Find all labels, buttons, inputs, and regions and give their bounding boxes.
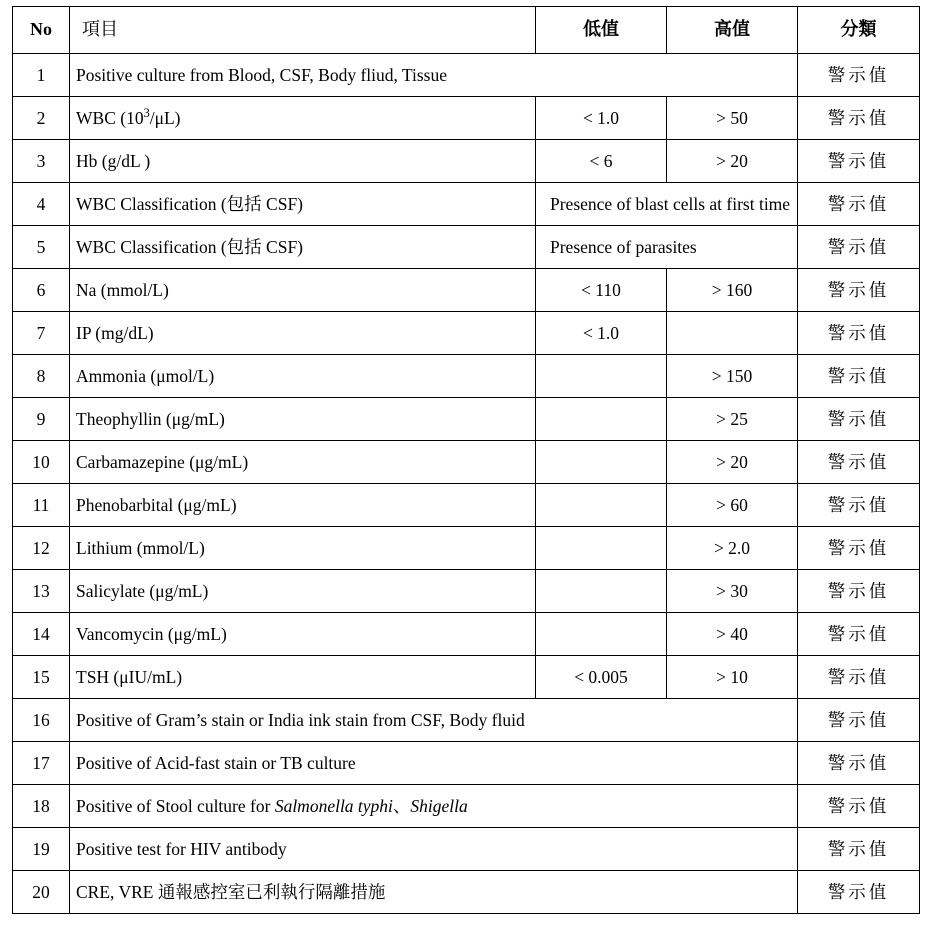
cell-low-value: < 1.0 xyxy=(536,97,667,140)
cell-no: 4 xyxy=(13,183,70,226)
table-row xyxy=(13,613,920,656)
cell-classification: 警示值 xyxy=(798,785,920,828)
cell-no: 3 xyxy=(13,140,70,183)
cell-classification: 警示值 xyxy=(798,656,920,699)
cell-classification: 警示值 xyxy=(798,699,920,742)
cell-item: Vancomycin (μg/mL) xyxy=(70,613,536,656)
cell-no: 6 xyxy=(13,269,70,312)
cell-item: Positive of Acid-fast stain or TB culture xyxy=(70,742,798,785)
cell-classification: 警示值 xyxy=(798,226,920,269)
cell-no: 13 xyxy=(13,570,70,613)
cell-no: 14 xyxy=(13,613,70,656)
table-row xyxy=(13,527,920,570)
table-row xyxy=(13,183,920,226)
cell-high-value: > 10 xyxy=(667,656,798,699)
cell-low-value xyxy=(536,355,667,398)
table-row xyxy=(13,871,920,914)
cell-high-value: > 20 xyxy=(667,140,798,183)
cell-classification: 警示值 xyxy=(798,269,920,312)
cell-classification: 警示值 xyxy=(798,312,920,355)
cell-item: Positive culture from Blood, CSF, Body fliud, Tissue xyxy=(70,54,798,97)
cell-no: 1 xyxy=(13,54,70,97)
cell-low-value xyxy=(536,570,667,613)
table-row xyxy=(13,54,920,97)
cell-no: 8 xyxy=(13,355,70,398)
cell-item: CRE, VRE 通報感控室已利執行隔離措施 xyxy=(70,871,798,914)
cell-classification: 警示值 xyxy=(798,140,920,183)
cell-classification: 警示值 xyxy=(798,441,920,484)
table-row xyxy=(13,742,920,785)
cell-high-value: > 20 xyxy=(667,441,798,484)
cell-low-value: < 6 xyxy=(536,140,667,183)
cell-item: Salicylate (μg/mL) xyxy=(70,570,536,613)
cell-no: 20 xyxy=(13,871,70,914)
table-body xyxy=(13,54,920,914)
cell-no: 18 xyxy=(13,785,70,828)
cell-low-value: < 1.0 xyxy=(536,312,667,355)
critical-values-table xyxy=(12,6,920,914)
column-header-low: 低值 xyxy=(536,7,667,54)
cell-no: 7 xyxy=(13,312,70,355)
column-header-no: No xyxy=(13,7,70,54)
column-header-classification: 分類 xyxy=(798,7,920,54)
cell-classification: 警示值 xyxy=(798,527,920,570)
cell-item: WBC Classification (包括 CSF) xyxy=(70,183,536,226)
cell-no: 2 xyxy=(13,97,70,140)
cell-high-value: > 40 xyxy=(667,613,798,656)
cell-high-value xyxy=(667,312,798,355)
table-row xyxy=(13,140,920,183)
cell-item: Carbamazepine (μg/mL) xyxy=(70,441,536,484)
cell-low-value xyxy=(536,484,667,527)
table-row xyxy=(13,269,920,312)
table-row xyxy=(13,226,920,269)
cell-classification: 警示值 xyxy=(798,742,920,785)
cell-item: Phenobarbital (μg/mL) xyxy=(70,484,536,527)
table-header-row xyxy=(13,7,920,54)
table-row xyxy=(13,484,920,527)
cell-classification: 警示值 xyxy=(798,828,920,871)
cell-low-value xyxy=(536,441,667,484)
cell-item: Positive of Stool culture for Salmonella typhi、Shigella xyxy=(70,785,798,828)
cell-item: IP (mg/dL) xyxy=(70,312,536,355)
cell-high-value: > 2.0 xyxy=(667,527,798,570)
cell-item: Na (mmol/L) xyxy=(70,269,536,312)
cell-item: Positive of Gram’s stain or India ink stain from CSF, Body fluid xyxy=(70,699,798,742)
cell-item: TSH (μIU/mL) xyxy=(70,656,536,699)
cell-no: 11 xyxy=(13,484,70,527)
cell-classification: 警示值 xyxy=(798,355,920,398)
cell-low-value xyxy=(536,613,667,656)
cell-value-range: Presence of blast cells at first time xyxy=(536,183,798,226)
table-row xyxy=(13,785,920,828)
table-header xyxy=(13,7,920,54)
cell-low-value xyxy=(536,527,667,570)
column-header-item: 項目 xyxy=(70,7,536,54)
cell-low-value: < 0.005 xyxy=(536,656,667,699)
cell-classification: 警示值 xyxy=(798,871,920,914)
cell-high-value: > 160 xyxy=(667,269,798,312)
cell-classification: 警示值 xyxy=(798,484,920,527)
cell-item: WBC $(10^3/\mu L)$ xyxy=(70,97,536,140)
cell-no: 12 xyxy=(13,527,70,570)
table-row xyxy=(13,355,920,398)
cell-no: 17 xyxy=(13,742,70,785)
cell-low-value xyxy=(536,398,667,441)
cell-item: WBC Classification (包括 CSF) xyxy=(70,226,536,269)
cell-no: 10 xyxy=(13,441,70,484)
cell-item: Hb (g/dL ) xyxy=(70,140,536,183)
cell-low-value: < 110 xyxy=(536,269,667,312)
table-row xyxy=(13,699,920,742)
cell-no: 16 xyxy=(13,699,70,742)
cell-no: 5 xyxy=(13,226,70,269)
cell-classification: 警示值 xyxy=(798,398,920,441)
cell-high-value: > 25 xyxy=(667,398,798,441)
cell-item: Ammonia (μmol/L) xyxy=(70,355,536,398)
cell-high-value: > 60 xyxy=(667,484,798,527)
cell-classification: 警示值 xyxy=(798,54,920,97)
cell-no: 15 xyxy=(13,656,70,699)
cell-high-value: > 50 xyxy=(667,97,798,140)
cell-no: 19 xyxy=(13,828,70,871)
cell-no: 9 xyxy=(13,398,70,441)
cell-value-range: Presence of parasites xyxy=(536,226,798,269)
table-row xyxy=(13,828,920,871)
table-row xyxy=(13,570,920,613)
cell-classification: 警示值 xyxy=(798,613,920,656)
table-row xyxy=(13,97,920,140)
cell-item: Theophyllin (μg/mL) xyxy=(70,398,536,441)
table-row xyxy=(13,656,920,699)
cell-classification: 警示值 xyxy=(798,183,920,226)
cell-item: Positive test for HIV antibody xyxy=(70,828,798,871)
cell-high-value: > 150 xyxy=(667,355,798,398)
cell-classification: 警示值 xyxy=(798,97,920,140)
table-row xyxy=(13,441,920,484)
column-header-high: 高值 xyxy=(667,7,798,54)
cell-classification: 警示值 xyxy=(798,570,920,613)
table-row xyxy=(13,312,920,355)
cell-item: Lithium (mmol/L) xyxy=(70,527,536,570)
table-row xyxy=(13,398,920,441)
cell-high-value: > 30 xyxy=(667,570,798,613)
